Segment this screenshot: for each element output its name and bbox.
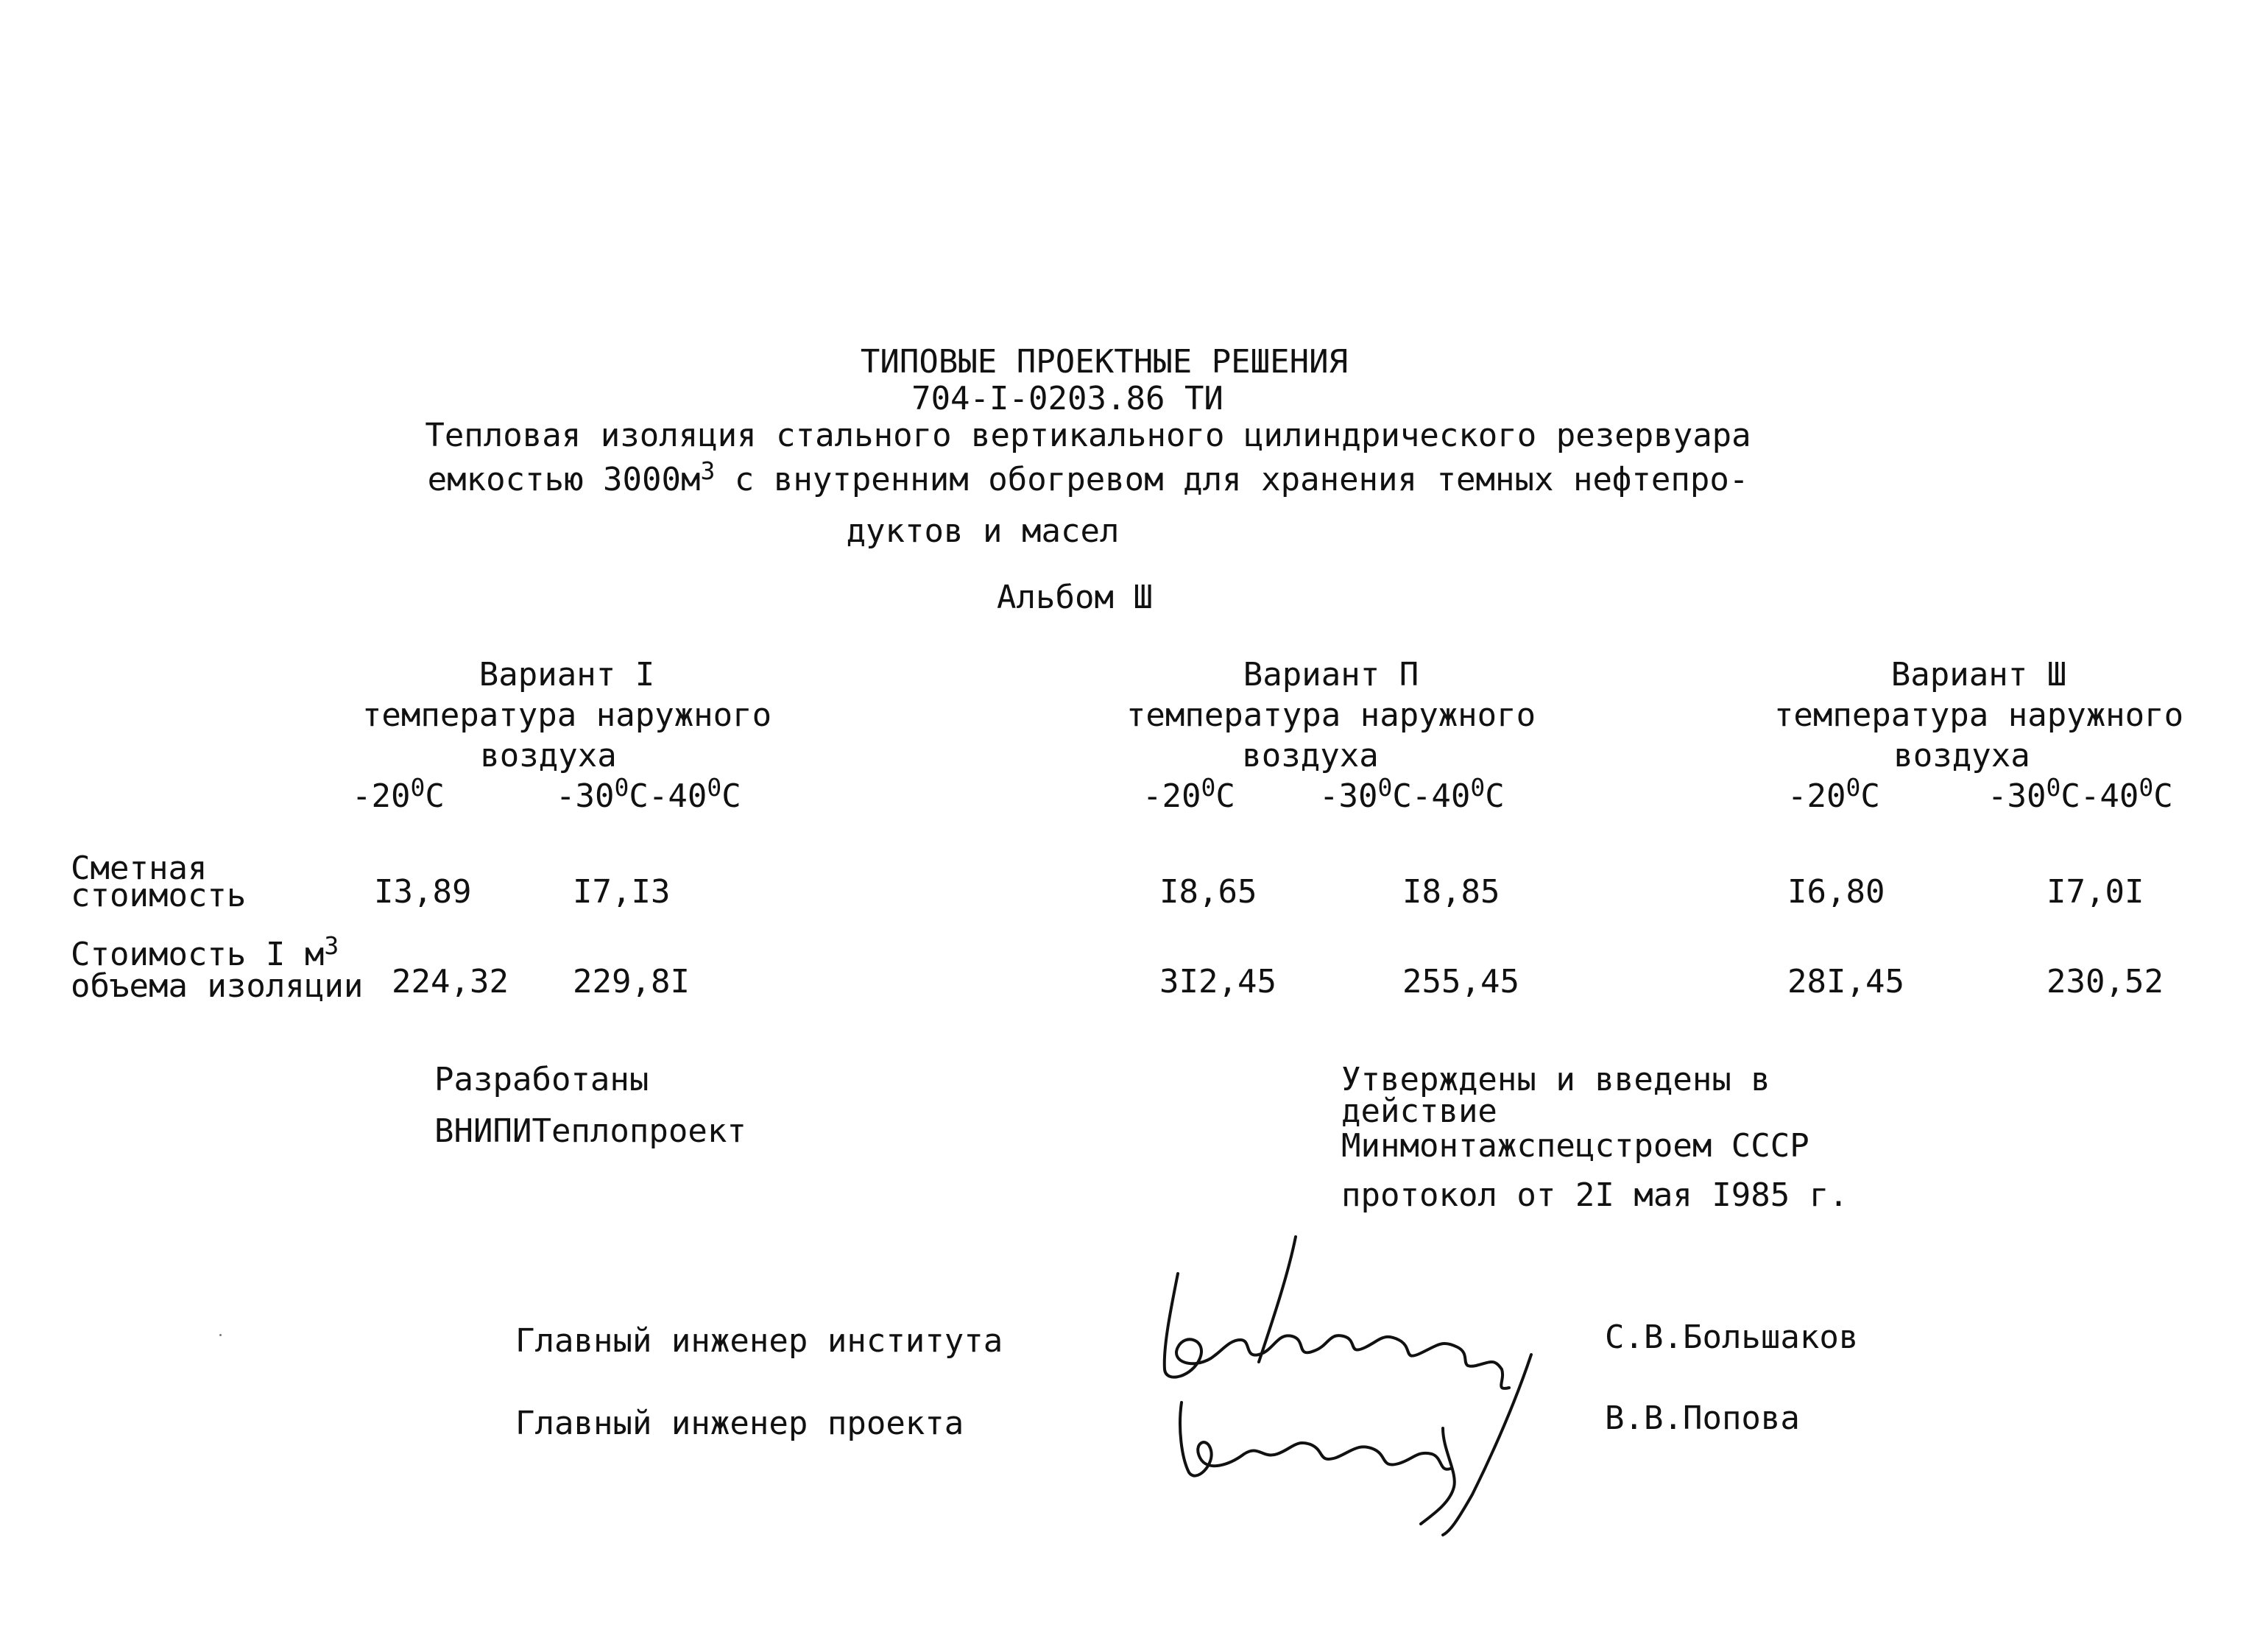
table-cell: 224,32	[392, 963, 509, 1000]
table-cell: I7,I3	[573, 873, 671, 911]
signature-role-2: Главный инженер проекта	[515, 1405, 964, 1442]
row-estimated-cost-label-1: Сметная	[71, 850, 208, 887]
title-line-3: дуктов и масел	[846, 512, 1120, 550]
document-code: 704-I-0203.86 ТИ	[911, 380, 1223, 417]
variant-3-temp-a: $-20^0С$	[1787, 773, 1880, 815]
title-line-2	[427, 456, 1749, 498]
title-line-2-pre: емкостью 3000м	[427, 461, 701, 498]
table-cell: 28I,45	[1787, 963, 1904, 1000]
variant-3-temp-bc: $-30^0С-40^0С$	[1988, 773, 2173, 815]
table-cell: I6,80	[1787, 873, 1885, 911]
developed-label: Разработаны	[434, 1061, 649, 1098]
variant-1-temp-a: $-20^0С$	[352, 773, 445, 815]
handwritten-signature	[1148, 1229, 1590, 1539]
table-cell: I8,65	[1159, 873, 1257, 911]
variant-1-temp-label: температура наружного	[361, 696, 772, 734]
variant-1-name: Вариант I	[479, 656, 655, 693]
title-line-1: Тепловая изоляция стального вертикального цилиндрического резервуара	[425, 417, 1751, 454]
row-unit-cost-label-1: Стоимость I $м^3$	[71, 931, 339, 973]
approved-line-2: действие	[1341, 1092, 1497, 1130]
signature-name-2: В.В.Попова	[1605, 1399, 1800, 1437]
signature-name-1: С.В.Большаков	[1605, 1319, 1859, 1356]
variant-2-temp-a: $-20^0С$	[1143, 773, 1235, 815]
variant-3-air-label: воздуха	[1893, 737, 2030, 774]
row-unit-cost-label-2: объема изоляции	[71, 967, 364, 1005]
series-title: ТИПОВЫЕ ПРОЕКТНЫЕ РЕШЕНИЯ	[860, 343, 1349, 381]
variant-3-name: Вариант Ш	[1890, 656, 2067, 693]
approved-line-1: Утверждены и введены в	[1341, 1061, 1770, 1098]
table-cell: 229,8I	[573, 963, 690, 1000]
developed-org: ВНИПИТеплопроект	[434, 1112, 746, 1150]
table-cell: I8,85	[1402, 873, 1500, 911]
scan-artifact	[219, 1334, 222, 1336]
row-estimated-cost-label-2: стоимость	[71, 877, 247, 914]
table-cell: 255,45	[1402, 963, 1519, 1000]
title-line-2-post: с внутренним обогревом для хранения темных нефтепро-	[715, 461, 1749, 498]
variant-2-temp-bc: $-30^0С-40^0С$	[1319, 773, 1505, 815]
album-label: Альбом Ш	[997, 579, 1153, 616]
variant-2-temp-label: температура наружного	[1126, 696, 1536, 734]
signature-role-1: Главный инженер института	[515, 1322, 1003, 1360]
table-cell: I3,89	[374, 873, 472, 911]
approved-line-3: Минмонтажспецстроем СССР	[1341, 1127, 1809, 1165]
variant-3-temp-label: температура наружного	[1773, 696, 2184, 734]
approved-line-4: протокол от 2I мая I985 г.	[1341, 1176, 1848, 1214]
table-cell: 3I2,45	[1159, 963, 1276, 1000]
cubic-superscript: 3	[700, 456, 716, 486]
variant-1-air-label: воздуха	[480, 737, 617, 774]
table-cell: I7,0I	[2047, 873, 2144, 911]
variant-2-air-label: воздуха	[1242, 737, 1379, 774]
table-cell: 230,52	[2047, 963, 2164, 1000]
variant-2-name: Вариант П	[1243, 656, 1419, 693]
variant-1-temp-bc: $-30^0С-40^0С$	[556, 773, 741, 815]
